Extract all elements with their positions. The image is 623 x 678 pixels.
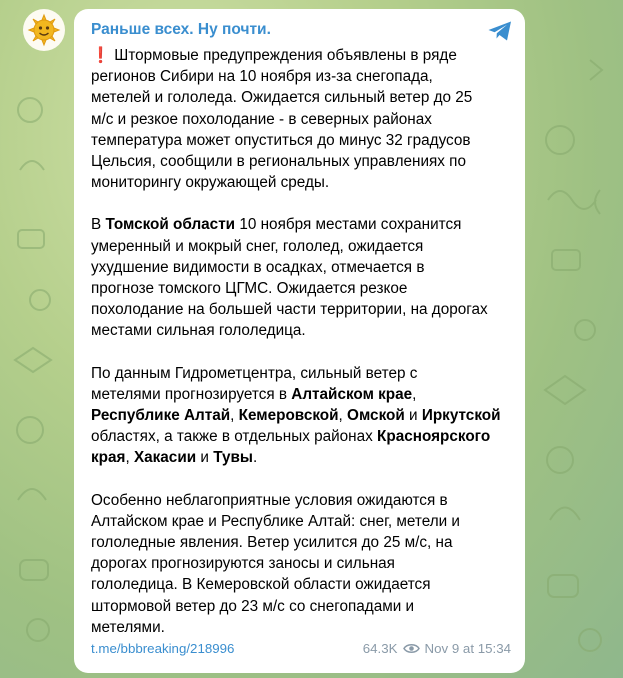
bold-region-name: Хакасии (133, 449, 197, 467)
bold-region-name: Алтайском крае (291, 385, 413, 403)
message-text: , (412, 385, 417, 403)
message-text: областях, а также в отдельных районах (91, 428, 373, 446)
eye-icon (403, 643, 420, 654)
telegram-share-icon[interactable] (487, 20, 513, 42)
exclamation-icon: ❗ (91, 47, 111, 64)
message-text: . (252, 449, 258, 467)
message-text: и (196, 449, 214, 467)
bold-region-name: Кемеровской (238, 407, 339, 425)
message-text: В (91, 216, 106, 234)
message-footer (91, 638, 511, 658)
bold-region-name: Омской (347, 407, 405, 425)
message-text: , (338, 407, 348, 425)
message-paragraph-3 (91, 363, 511, 469)
timestamp: Nov 9 at 15:34 (424, 640, 511, 656)
message-text: , (230, 407, 239, 425)
bold-region-name: Красноярского края (91, 428, 491, 467)
cartoon-sun-avatar-icon (27, 13, 61, 47)
message-paragraph-2 (91, 214, 511, 341)
message-text: , (125, 449, 134, 467)
channel-title[interactable]: Раньше всех. Ну почти. (91, 21, 271, 38)
message-text: 10 ноября местами сохранится умеренный и мокрый снег, гололед, ожидается ухудшение видимости в осадках, отмечается в прогнозе томского ЦГМС. Ожидается резкое похолодание на большей части территории, на дорогах местами сильная гололедица. (91, 216, 488, 340)
channel-avatar[interactable] (23, 9, 65, 51)
message-paragraph-1 (91, 45, 511, 193)
message-text: Особенно неблагоприятные условия ожидаются в Алтайском крае и Республике Алтай: снег, метели и гололедные явления. Ветер усилится до 25 м/с, на дорогах прогнозируются заносы и сильная гололедица. В Кемеровской области ожидается штормовой ветер до 23 м/с со снегопадами и метелями. (91, 491, 460, 636)
message-paragraph-4 (91, 490, 511, 638)
view-count: 64.3K (362, 640, 398, 656)
bold-region-name: Республике Алтай (91, 407, 231, 425)
message-link[interactable]: t.me/bbbreaking/218996 (91, 640, 235, 656)
message-meta (363, 641, 511, 656)
message-text: и (404, 407, 422, 425)
message-bubble (74, 9, 525, 673)
bold-region-name: Тувы (213, 449, 253, 467)
bold-region-name: Томской области (105, 216, 236, 234)
message-text: По данным Гидрометцентра, сильный ветер с метелями прогнозируется в (91, 364, 418, 403)
message-text: Штормовые предупреждения объявлены в ряде регионов Сибири на 10 ноября из-за снегопада, метелей и гололеда. Ожидается сильный ветер до 25 м/с и резкое похолодание - в северных районах температура может опуститься до минус 32 градусов Цельсия, сообщили в региональных управлениях по мониторингу окружающей среды. (91, 47, 473, 192)
bold-region-name: Иркутской (421, 407, 501, 425)
